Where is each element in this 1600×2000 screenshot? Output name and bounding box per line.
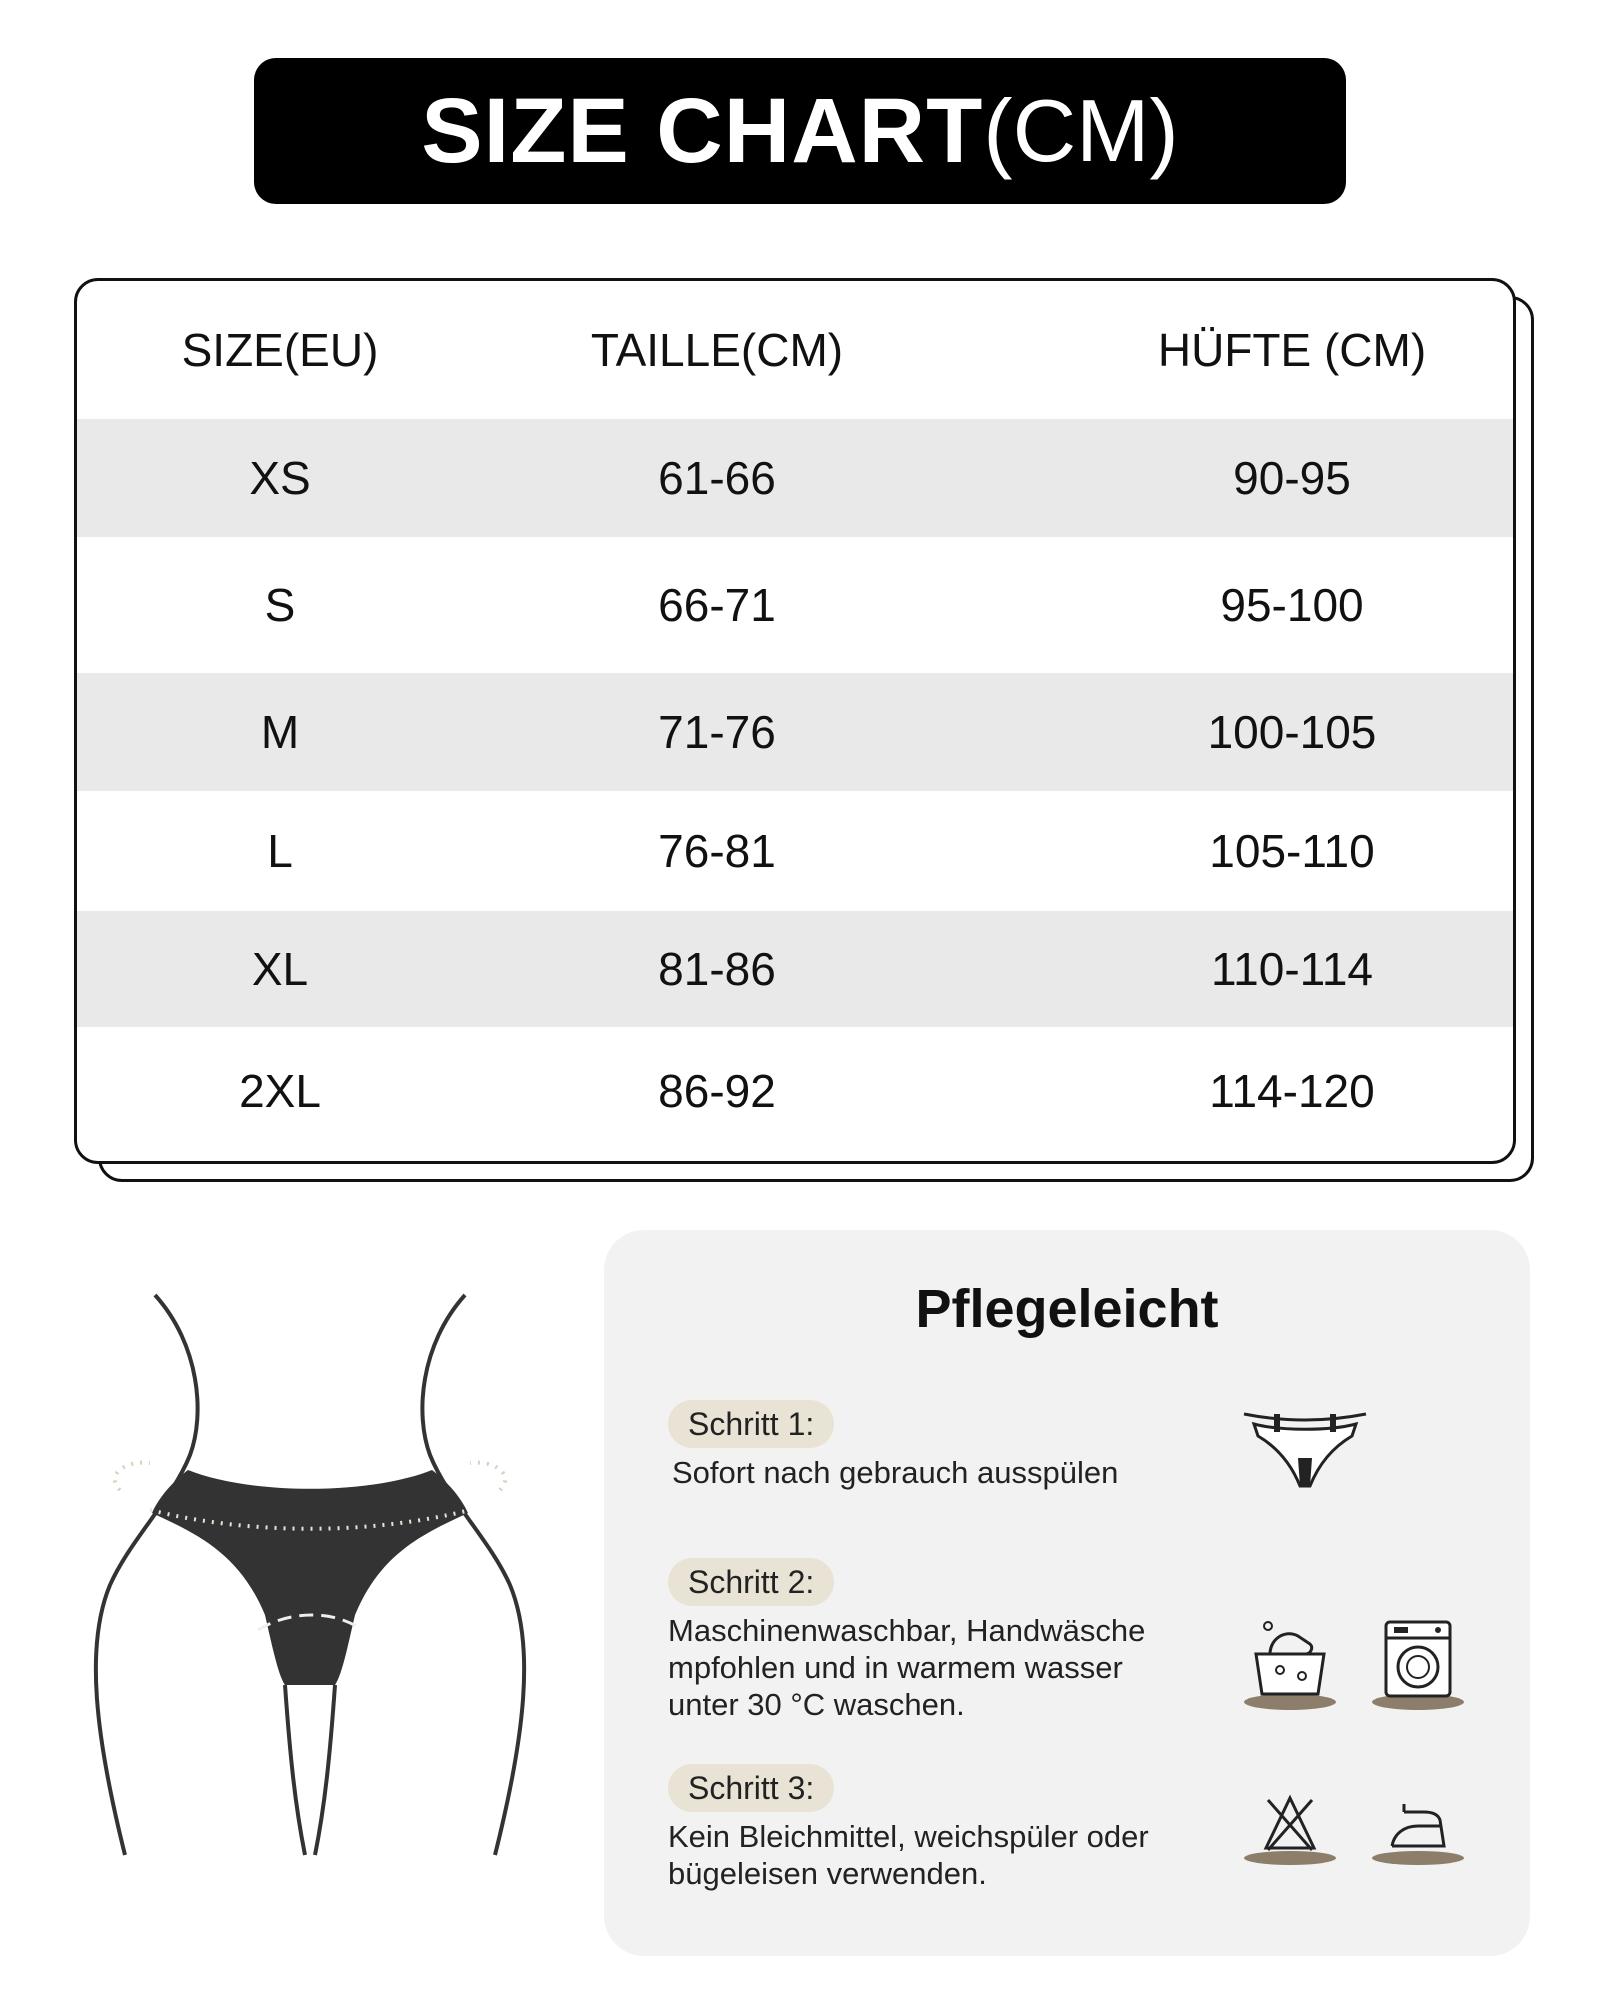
size-cell: M — [260, 706, 300, 758]
size-table — [74, 278, 1516, 1164]
table-row — [77, 1027, 1513, 1155]
hanging-underwear-icon — [1240, 1406, 1370, 1496]
step-3-badge: Schritt 3: — [668, 1764, 834, 1812]
hip-cell: 105-110 — [1209, 825, 1375, 877]
care-title: Pflegeleicht — [915, 1279, 1219, 1339]
size-cell: S — [264, 579, 296, 631]
waist-cell: 66-71 — [658, 579, 776, 631]
care-instructions-panel — [604, 1230, 1530, 1956]
hip-cell: 114-120 — [1209, 1065, 1375, 1117]
step-2-badge: Schritt 2: — [668, 1558, 834, 1606]
size-cell: L — [267, 825, 293, 877]
step-3-text: Kein Bleichmittel, weichspüler oder bügeleisen verwenden. — [668, 1819, 1149, 1891]
hand-wash-icon — [1240, 1614, 1340, 1714]
table-row — [77, 911, 1513, 1027]
table-row — [77, 419, 1513, 537]
header-waist: TAILLE(CM) — [590, 324, 844, 376]
waist-cell: 71-76 — [658, 706, 776, 758]
waist-cell: 61-66 — [658, 452, 776, 504]
hip-cell: 95-100 — [1220, 579, 1364, 631]
size-cell: XS — [249, 452, 311, 504]
table-header-row — [77, 281, 1513, 419]
body-figure-illustration — [80, 1285, 540, 1865]
step-2-text: Maschinenwaschbar, Handwäsche mpfohlen und in warmem wasser unter 30 °C waschen. — [668, 1613, 1146, 1722]
waist-cell: 76-81 — [658, 825, 776, 877]
table-row — [77, 537, 1513, 673]
iron-icon — [1368, 1790, 1468, 1870]
title-unit: (CM) — [983, 81, 1179, 180]
size-cell: XL — [251, 943, 309, 995]
title-banner — [254, 58, 1346, 204]
step-1-text: Sofort nach gebrauch ausspülen — [672, 1455, 1119, 1490]
header-size: SIZE(EU) — [181, 324, 379, 376]
hip-cell: 90-95 — [1233, 452, 1351, 504]
hip-cell: 100-105 — [1207, 706, 1377, 758]
step-1-badge: Schritt 1: — [668, 1400, 834, 1448]
washing-machine-icon — [1368, 1614, 1468, 1714]
title-main: SIZE CHART — [421, 79, 984, 182]
size-cell: 2XL — [239, 1065, 321, 1117]
table-row — [77, 791, 1513, 911]
waist-cell: 86-92 — [658, 1065, 776, 1117]
header-hip: HÜFTE (CM) — [1157, 324, 1427, 376]
table-row — [77, 673, 1513, 791]
waist-cell: 81-86 — [658, 943, 776, 995]
no-bleach-icon — [1240, 1790, 1340, 1870]
hip-cell: 110-114 — [1211, 943, 1373, 995]
underwear-shape — [152, 1470, 468, 1685]
